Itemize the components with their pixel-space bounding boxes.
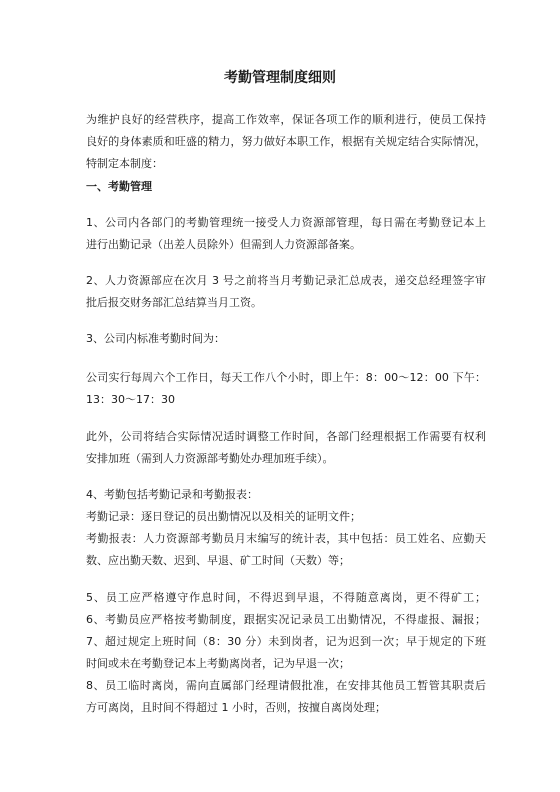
item-4-line: 4、考勤包括考勤记录和考勤报表： xyxy=(86,488,258,501)
item-1-line-1: 1、公司内各部门的考勤管理统一接受人力资源部管理，每日需在考勤登记本上 xyxy=(86,216,486,229)
item-2-line-2: 批后报交财务部汇总结算当月工资。 xyxy=(86,296,262,309)
item-8-line-1: 8、员工临时离岗，需向直属部门经理请假批准，在安排其他员工暂管其职责后 xyxy=(86,679,486,692)
intro-line-1: 为维护良好的经营秩序，提高工作效率，保证各项工作的顺利进行，使员工保持 xyxy=(86,113,486,126)
item-3-line: 3、公司内标准考勤时间为： xyxy=(86,332,225,345)
intro-line-2: 良好的身体素质和旺盛的精力，努力做好本职工作，根据有关规定结合实际情况， xyxy=(86,135,486,148)
item-6-line: 6、考勤员应严格按考勤制度，跟据实况记录员工出勤情况，不得虚报、漏报； xyxy=(86,613,486,626)
attendance-record-line: 考勤记录：逐日登记的员出勤情况以及相关的证明文件； xyxy=(86,510,361,523)
item-5-line: 5、员工应严格遵守作息时间，不得迟到早退，不得随意离岗，更不得矿工； xyxy=(86,591,486,604)
document-title: 考勤管理制度细则 xyxy=(224,70,336,86)
attendance-report-line-1: 考勤报表：人力资源部考勤员月末编写的统计表，其中包括：员工姓名、应勤天 xyxy=(86,532,486,545)
intro-line-3: 特制定本制度： xyxy=(86,157,163,170)
attendance-report-line-2: 数、应出勤天数、迟到、早退、矿工时间（天数）等； xyxy=(86,554,350,567)
item-8-line-2: 方可离岗，且时间不得超过 1 小时，否则，按擅自离岗处理； xyxy=(86,701,386,714)
work-hours-line-1: 公司实行每周六个工作日，每天工作八个小时，即上午：8：00～12：00 下午： xyxy=(86,371,486,384)
overtime-line-2: 安排加班（需到人力资源部考勤处办理加班手续）。 xyxy=(86,452,334,465)
overtime-line-1: 此外，公司将结合实际情况适时调整工作时间，各部门经理根据工作需要有权利 xyxy=(86,430,486,443)
item-7-line-2: 时间或未在考勤登记本上考勤离岗者，记为早退一次； xyxy=(86,657,350,670)
item-1-line-2: 进行出勤记录（出差人员除外）但需到人力资源部备案。 xyxy=(86,238,361,251)
item-7-line-1: 7、超过规定上班时间（8：30 分）未到岗者，记为迟到一次；早于规定的下班 xyxy=(86,635,486,648)
work-hours-line-2: 13：30～17：30 xyxy=(86,393,175,406)
section-heading: 一、考勤管理 xyxy=(86,180,152,193)
item-2-line-1: 2、人力资源部应在次月 3 号之前将当月考勤记录汇总成表，递交总经理签字审 xyxy=(86,274,486,287)
